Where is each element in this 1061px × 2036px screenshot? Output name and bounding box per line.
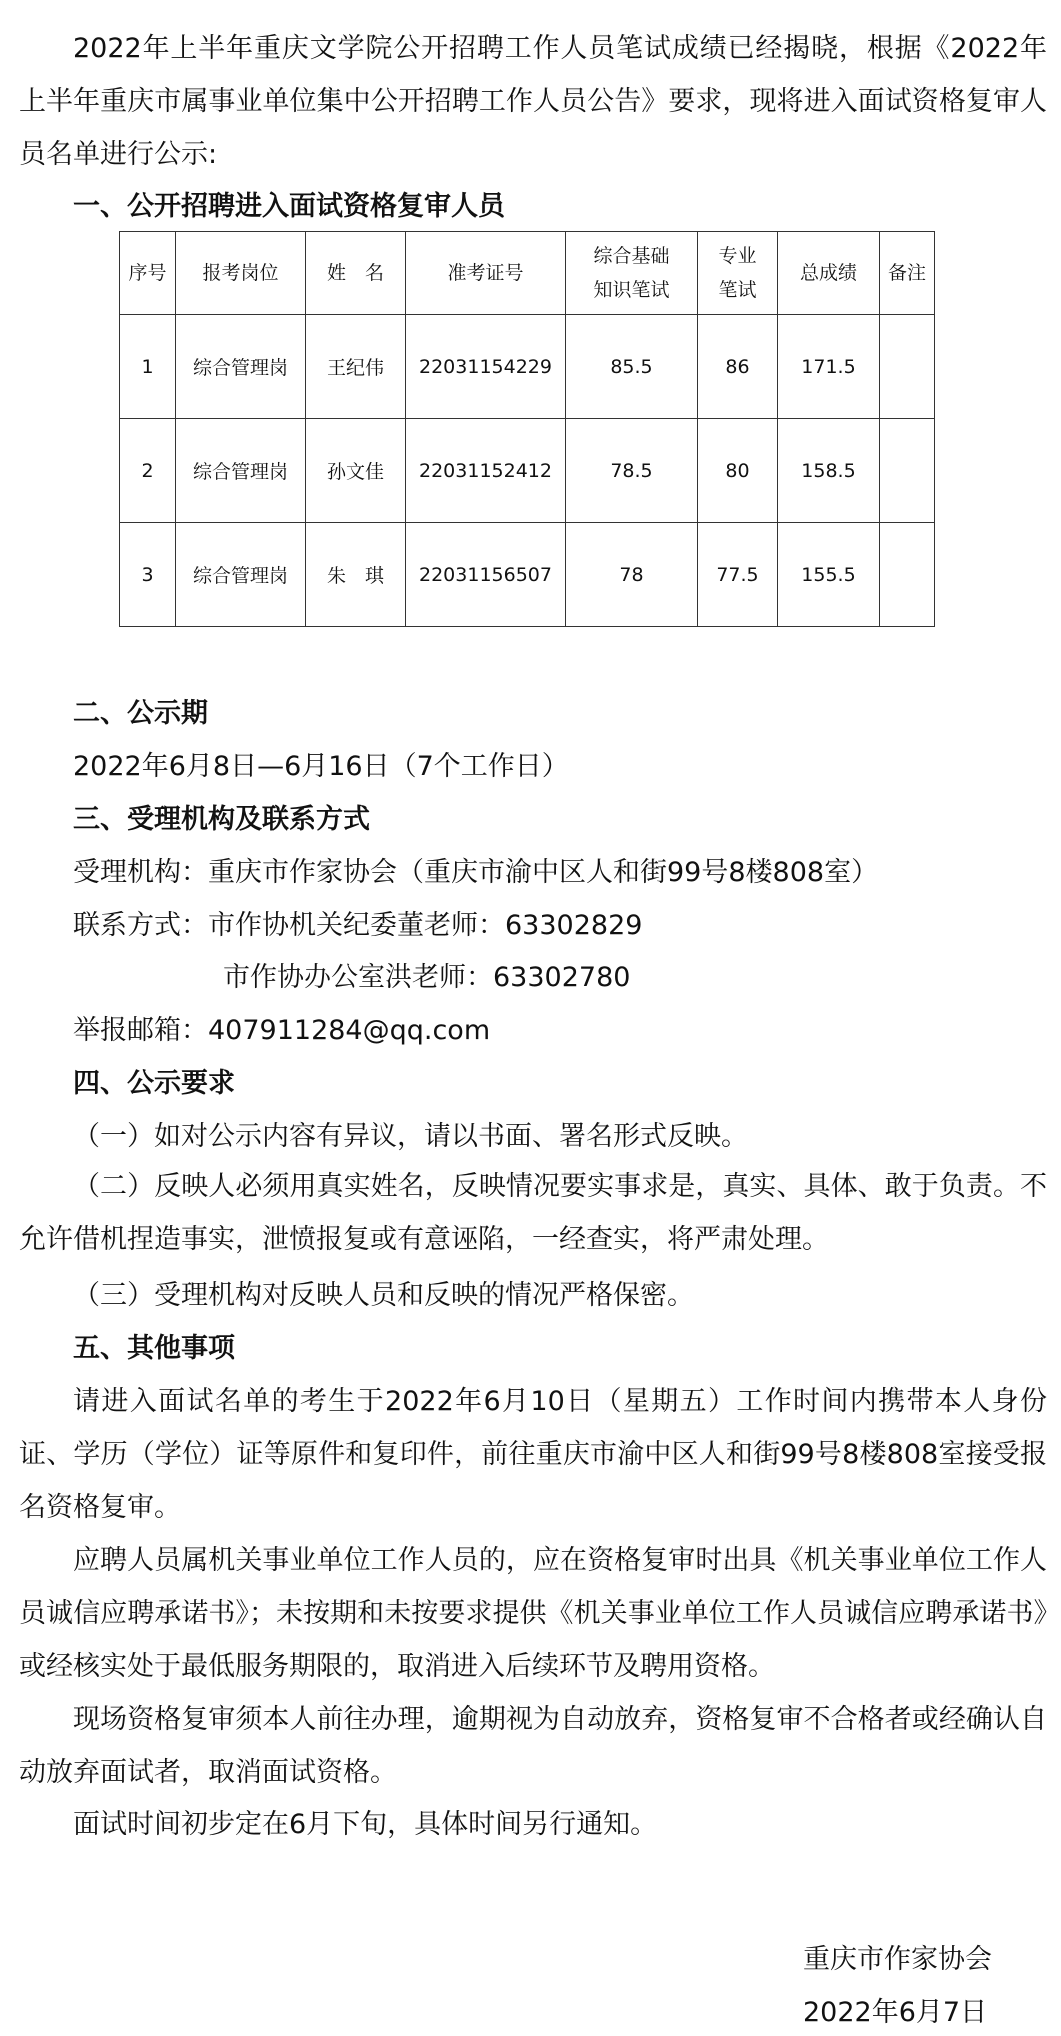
accepting-agency: 受理机构：重庆市作家协会（重庆市渝中区人和街99号8楼808室） bbox=[73, 857, 879, 888]
section-5-heading: 五、其他事项 bbox=[73, 1333, 235, 1364]
requirement-item-3: （三）受理机构对反映人员和反映的情况严格保密。 bbox=[73, 1280, 694, 1311]
cell-seq: 2 bbox=[120, 419, 176, 523]
table-row bbox=[120, 315, 935, 419]
candidate-table bbox=[119, 231, 935, 627]
table-header-row bbox=[120, 232, 935, 315]
cell-position: 综合管理岗 bbox=[176, 419, 306, 523]
cell-remark bbox=[880, 419, 935, 523]
requirement-item-1: （一）如对公示内容有异议，请以书面、署名形式反映。 bbox=[73, 1121, 748, 1152]
section-4-heading: 四、公示要求 bbox=[73, 1068, 235, 1099]
other-matter-paragraph-3: 现场资格复审须本人前往办理，逾期视为自动放弃，资格复审不合格者或经确认自动放弃面试者，取消面试资格。 bbox=[19, 1704, 1047, 1788]
cell-name: 朱 琪 bbox=[306, 523, 406, 627]
col-header-remark: 备注 bbox=[880, 232, 935, 315]
contact-line-2: 市作协办公室洪老师：63302780 bbox=[223, 962, 631, 993]
signature-organization: 重庆市作家协会 bbox=[803, 1944, 992, 1975]
other-matter-paragraph-4: 面试时间初步定在6月下旬，具体时间另行通知。 bbox=[73, 1809, 658, 1840]
col-header-ticket: 准考证号 bbox=[406, 232, 566, 315]
col-header-name: 姓 名 bbox=[306, 232, 406, 315]
cell-seq: 1 bbox=[120, 315, 176, 419]
cell-position: 综合管理岗 bbox=[176, 523, 306, 627]
table-row bbox=[120, 523, 935, 627]
col-header-major bbox=[698, 232, 778, 315]
col-header-position: 报考岗位 bbox=[176, 232, 306, 315]
table-row bbox=[120, 419, 935, 523]
cell-general-score: 85.5 bbox=[566, 315, 698, 419]
cell-remark bbox=[880, 315, 935, 419]
requirement-item-2: （二）反映人必须用真实姓名，反映情况要实事求是，真实、具体、敢于负责。不允许借机捏造事实，泄愤报复或有意诬陷，一经查实，将严肃处理。 bbox=[19, 1171, 1047, 1255]
cell-ticket: 22031156507 bbox=[406, 523, 566, 627]
col-header-major-line1: 专业 bbox=[718, 245, 757, 267]
cell-total-score: 158.5 bbox=[778, 419, 880, 523]
cell-ticket: 22031154229 bbox=[406, 315, 566, 419]
col-header-general bbox=[566, 232, 698, 315]
cell-major-score: 86 bbox=[698, 315, 778, 419]
section-2-heading: 二、公示期 bbox=[73, 698, 208, 729]
publicity-period: 2022年6月8日—6月16日（7个工作日） bbox=[73, 751, 569, 782]
cell-position: 综合管理岗 bbox=[176, 315, 306, 419]
col-header-seq: 序号 bbox=[120, 232, 176, 315]
cell-ticket: 22031152412 bbox=[406, 419, 566, 523]
contact-line-1: 联系方式：市作协机关纪委董老师：63302829 bbox=[73, 910, 643, 941]
cell-general-score: 78.5 bbox=[566, 419, 698, 523]
col-header-general-line1: 综合基础 bbox=[593, 245, 670, 267]
col-header-major-line2: 笔试 bbox=[718, 279, 757, 301]
col-header-total: 总成绩 bbox=[778, 232, 880, 315]
report-email: 举报邮箱：407911284@qq.com bbox=[73, 1015, 491, 1046]
cell-total-score: 171.5 bbox=[778, 315, 880, 419]
other-matter-paragraph-1: 请进入面试名单的考生于2022年6月10日（星期五）工作时间内携带本人身份证、学历（学位）证等原件和复印件，前往重庆市渝中区人和街99号8楼808室接受报名资格复审。 bbox=[19, 1386, 1047, 1523]
section-3-heading: 三、受理机构及联系方式 bbox=[73, 804, 370, 835]
cell-name: 孙文佳 bbox=[306, 419, 406, 523]
cell-seq: 3 bbox=[120, 523, 176, 627]
cell-name: 王纪伟 bbox=[306, 315, 406, 419]
cell-major-score: 80 bbox=[698, 419, 778, 523]
intro-paragraph: 2022年上半年重庆文学院公开招聘工作人员笔试成绩已经揭晓，根据《2022年上半年重庆市属事业单位集中公开招聘工作人员公告》要求，现将进入面试资格复审人员名单进行公示: bbox=[19, 33, 1047, 170]
other-matter-paragraph-2: 应聘人员属机关事业单位工作人员的，应在资格复审时出具《机关事业单位工作人员诚信应聘承诺书》；未按期和未按要求提供《机关事业单位工作人员诚信应聘承诺书》或经核实处于最低服务期限的，取消进入后续环节及聘用资格。 bbox=[19, 1545, 1047, 1682]
cell-total-score: 155.5 bbox=[778, 523, 880, 627]
cell-remark bbox=[880, 523, 935, 627]
section-1-heading: 一、公开招聘进入面试资格复审人员 bbox=[73, 191, 505, 222]
cell-major-score: 77.5 bbox=[698, 523, 778, 627]
col-header-general-line2: 知识笔试 bbox=[593, 279, 670, 301]
signature-date: 2022年6月7日 bbox=[803, 1997, 988, 2028]
cell-general-score: 78 bbox=[566, 523, 698, 627]
